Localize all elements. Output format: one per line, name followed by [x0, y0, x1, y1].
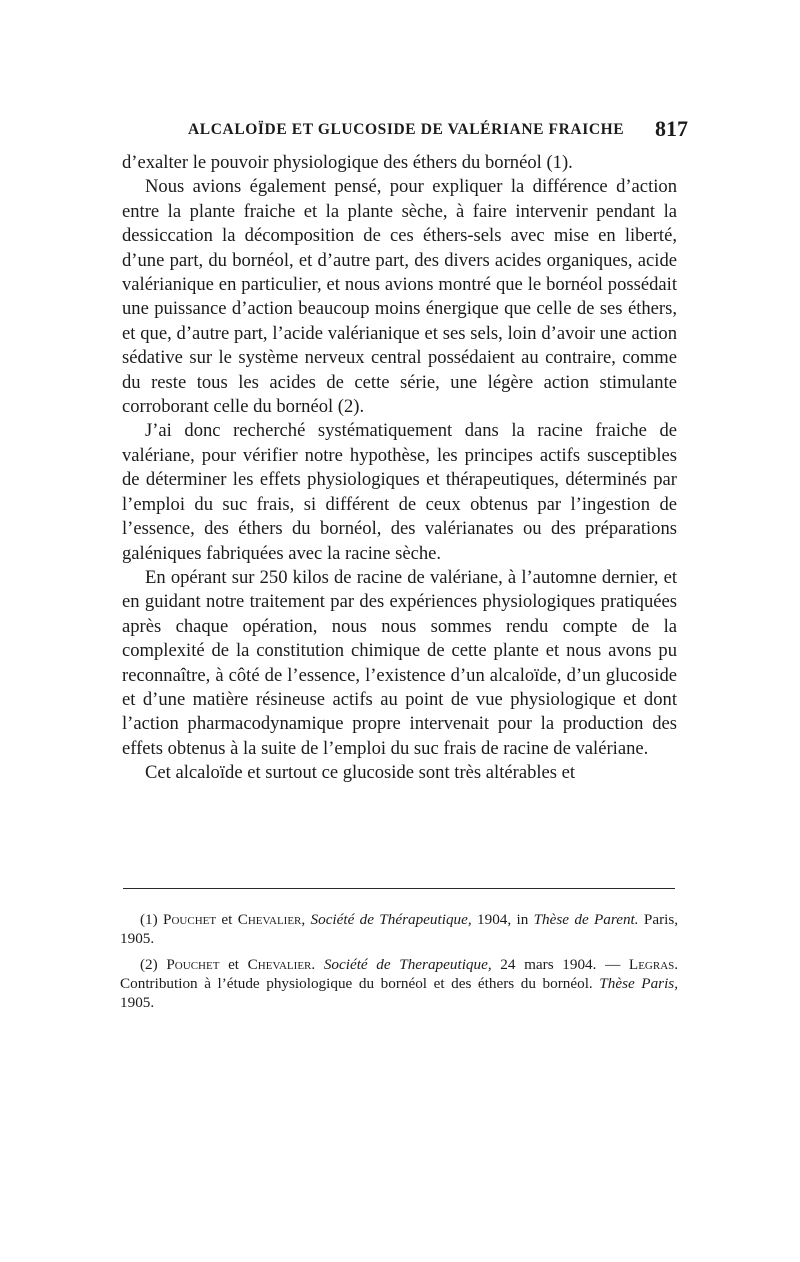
footnote-1-author-2: Chevalier,	[237, 911, 306, 928]
footnote-2-author-1: Pouchet	[166, 956, 220, 973]
footnote-1-thesis: Thèse de Parent.	[533, 911, 639, 928]
main-text	[122, 151, 677, 786]
footnote-1-year: 1904, in	[477, 911, 529, 928]
footnote-2-author-2: Chevalier.	[247, 956, 316, 973]
footnote-rule	[123, 888, 675, 889]
footnote-2-journal: Société de Therapeutique,	[323, 956, 492, 973]
footnote-2-year: 1905.	[120, 994, 155, 1011]
page-number: 817	[655, 116, 688, 141]
footnote-2	[120, 955, 678, 1012]
paragraph-research: J’ai donc recherché systématiquement dans la racine fraiche de valériane, pour vérifier notre hypothèse, les principes actifs susceptibles de déterminer les effets physiologiques et thérapeutiques, déterminés par l’emploi du suc frais, si différent de ceux obtenus par l’ingestion de l’essence, des éthers du bornéol, des valérianates ou des préparations galéniques fabriquées avec la racine sèche.	[122, 420, 677, 564]
running-head	[188, 116, 688, 146]
paragraph-continuation: d’exalter le pouvoir physiologique des éthers du bornéol (1).	[122, 152, 573, 173]
footnote-1-marker: (1)	[140, 911, 158, 928]
footnote-1-place: Paris, 1905.	[120, 911, 679, 947]
running-title: ALCALOÏDE ET GLUCOSIDE DE VALÉRIANE FRAICHE	[188, 121, 625, 138]
footnote-1	[120, 910, 678, 948]
footnote-2-author-3: Legras.	[628, 956, 679, 973]
footnote-2-conjunction: et	[228, 956, 240, 973]
footnote-1-conjunction: et	[221, 911, 233, 928]
footnotes	[120, 910, 678, 1019]
footnote-1-journal: Société de Thérapeutique,	[310, 911, 472, 928]
footnote-2-date: 24 mars 1904. —	[500, 956, 621, 973]
footnote-2-contribution: Contribution à l’étude physiologique du bornéol et des éthers du bornéol.	[120, 975, 593, 992]
footnote-2-marker: (2)	[140, 956, 158, 973]
paragraph-experiment: En opérant sur 250 kilos de racine de valériane, à l’automne dernier, et en guidant notre traitement par des expériences physiologiques pratiquées après chaque opération, nous nous sommes rendu compte de la complexité de la constitution chimique de cette plante et nous avons pu reconnaître, à côté de l’essence, l’existence d’un alcaloïde, d’un glucoside et d’une matière résineuse actifs au point de vue physiologique et dont l’action pharmacodynamique propre intervenait pour la production des effets obtenus à la suite de l’emploi du suc frais de racine de valériane.	[122, 566, 677, 759]
paragraph-alterability: Cet alcaloïde et surtout ce glucoside sont très altérables et	[145, 762, 576, 784]
footnote-1-author-1: Pouchet	[163, 911, 217, 928]
footnote-2-thesis: Thèse Paris,	[599, 975, 679, 992]
paragraph-hypothesis: Nous avions également pensé, pour expliquer la différence d’action entre la plante fraiche et la plante sèche, à faire intervenir pendant la dessiccation la décomposition de ces éthers-sels avec mise en liberté, d’une part, du bornéol, et d’autre part, des divers acides organiques, acide valérianique en particulier, et nous avions montré que le bornéol possédait une puissance d’action beaucoup moins énergique que celle de ses éthers, et que, d’autre part, l’acide valérianique et ses sels, loin d’avoir une action sédative sur le système nerveux central possédaient au contraire, comme du reste tous les acides de cette série, une légère action stimulante corroborant celle du bornéol (2).	[122, 176, 677, 418]
